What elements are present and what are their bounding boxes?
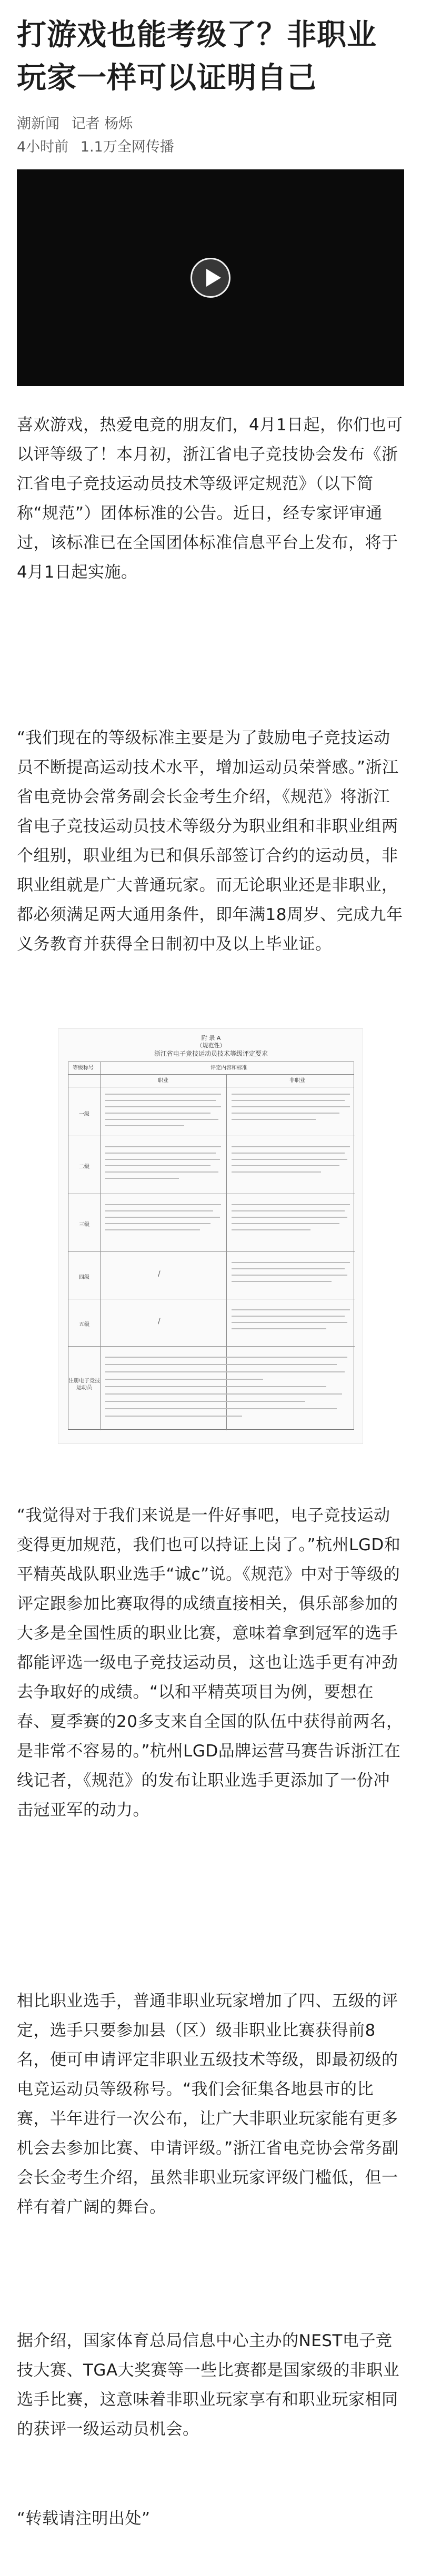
paragraph-1: 喜欢游戏，热爱电竞的朋友们，4月1日起，你们也可以评等级了！本月初，浙江省电子竞技协会发布《浙江省电子竞技运动员技术等级评定规范》（以下简称“规范”）团体标准的公告。近日，经专家评审通过，该标准已在全国团体标准信息平台上发布，将于4月1日起实施。 <box>17 416 403 582</box>
doc-table-subheader-row <box>68 1075 354 1087</box>
play-icon[interactable] <box>191 258 230 298</box>
paragraph-4: 相比职业选手，普通非职业玩家增加了四、五级的评定，选手只要参加县（区）级非职业比赛获得前8名，便可申请评定非职业五级技术等级，即最初级的电竞运动员等级称号。“我们会征集各地县市的比赛，半年进行一次公布，让广大非职业玩家能有更多机会去参加比赛、申请评级。”浙江省电竞协会常务副会长金考生介绍，虽然非职业玩家评级门槛低，但一样有着广阔的舞台。 <box>17 1992 399 2217</box>
paragraph-5: 据介绍，国家体育总局信息中心主办的NEST电子竞技大赛、TGA大奖赛等一些比赛都是国家级的非职业选手比赛，这意味着非职业玩家享有和职业玩家相同的获评一级运动员机会。 <box>17 2331 400 2439</box>
doc-empty-cell: / <box>158 1270 161 1278</box>
doc-level-2: 二级 <box>79 1164 89 1170</box>
article-meta-stats <box>17 138 182 157</box>
source-name[interactable]: 潮新闻 <box>17 116 59 132</box>
reporter-name: 记者 杨烁 <box>71 116 133 132</box>
spread-count: 1.1万全网传播 <box>80 139 174 155</box>
doc-col-level: 等级称号 <box>73 1065 94 1071</box>
doc-table-header-row <box>68 1062 354 1075</box>
doc-level-4: 四级 <box>79 1275 89 1280</box>
doc-col-criteria: 评定内容和标准 <box>210 1065 247 1071</box>
doc-level-1: 一级 <box>79 1112 89 1117</box>
doc-level-3: 三级 <box>79 1222 89 1228</box>
paragraph-3: “我觉得对于我们来说是一件好事吧，电子竞技运动变得更加规范，我们也可以持证上岗了。”杭州LGD和平精英战队职业选手“诚c”说。《规范》中对于等级的评定跟参加比赛取得的成绩直接相关，俱乐部参加的大多是全国性质的职业比赛，意味着拿到冠军的选手都能评选一级电子竞技运动员，这也让选手更有冲劲去争取好的成绩。“以和平精英项目为例，要想在春、夏季赛的20多支来自全国的队伍中获得前两名，是非常不容易的。”杭州LGD品牌运营马赛告诉浙江在线记者，《规范》的发布让职业选手更添加了一份冲击冠亚军的动力。 <box>17 1506 403 1820</box>
article-meta-source <box>17 115 140 134</box>
doc-table <box>68 1062 354 1430</box>
paragraph-6-reprint-notice: “转载请注明出处” <box>17 2509 151 2528</box>
doc-empty-cell: / <box>158 1317 161 1326</box>
doc-level-registered: 注册电子竞技运动员 <box>68 1378 100 1391</box>
doc-col-pro: 职业 <box>158 1078 168 1084</box>
publish-time: 4小时前 <box>17 139 69 155</box>
paragraph-2: “我们现在的等级标准主要是为了鼓励电子竞技运动员不断提高运动技术水平，增加运动员荣誉感。”浙江省电竞协会常务副会长金考生介绍，《规范》将浙江省电子竞技运动员技术等级分为职业组和非职业组两个组别，职业组为已和俱乐部签订合约的运动员，非职业组就是广大普通玩家。而无论职业还是非职业，都必须满足两大通用条件，即年满18周岁、完成九年义务教育并获得全日制初中及以上毕业证。 <box>17 729 403 954</box>
video-player[interactable] <box>17 169 404 386</box>
doc-level-5: 五级 <box>79 1322 89 1328</box>
doc-col-nonpro: 非职业 <box>289 1078 305 1084</box>
document-image <box>58 1028 363 1444</box>
doc-table-title: 浙江省电子竞技运动员技术等级评定要求 <box>154 1050 268 1057</box>
doc-normative: （规范性） <box>196 1042 226 1049</box>
doc-appendix: 附 录 A <box>201 1035 221 1042</box>
article-title: 打游戏也能考级了？非职业玩家一样可以证明自己 <box>17 18 377 95</box>
